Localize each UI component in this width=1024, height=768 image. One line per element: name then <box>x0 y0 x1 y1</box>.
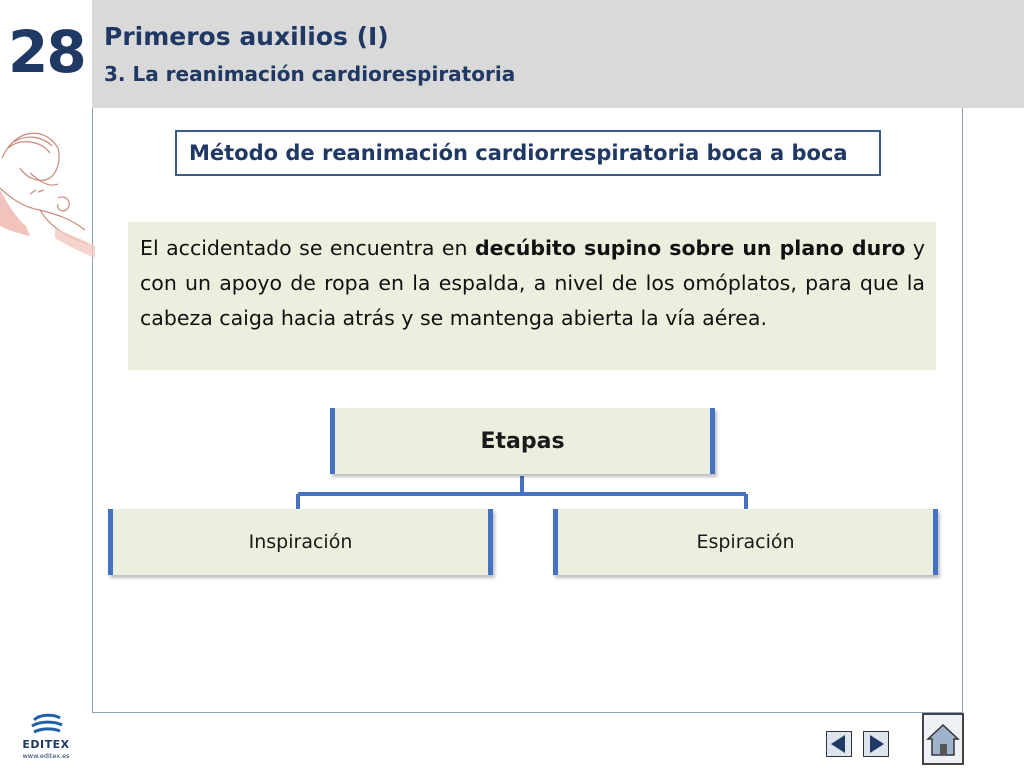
page-subtitle: 3. La reanimación cardiorespiratoria <box>104 62 516 86</box>
home-icon <box>924 715 962 763</box>
description-text-2: y con un apoyo de ropa en la espalda, a nivel de los omóplatos, para que la cabeza caiga hacia atrás y se mantenga abierta la vía aérea. <box>140 236 926 330</box>
description-bold: decúbito supino sobre un plano duro <box>475 236 906 260</box>
description-paragraph <box>140 231 925 336</box>
next-button[interactable] <box>863 731 889 757</box>
description-box <box>128 222 936 370</box>
chapter-number: 28 <box>8 18 85 86</box>
description-text-1: El accidentado se encuentra en <box>140 236 475 260</box>
previous-button[interactable] <box>826 731 852 757</box>
method-title: Método de reanimación cardiorrespiratoria boca a boca <box>189 141 848 165</box>
header-band <box>92 0 1024 108</box>
diagram-child-espiracion: Espiración <box>553 509 938 575</box>
method-title-box <box>175 130 881 176</box>
diagram-root-node: Etapas <box>330 408 715 474</box>
rescuer-illustration <box>0 118 95 268</box>
editex-logo <box>16 712 76 762</box>
logo-url: www.editex.es <box>22 752 70 760</box>
home-button[interactable] <box>922 713 964 765</box>
diagram-child-inspiracion: Inspiración <box>108 509 493 575</box>
next-arrow-icon <box>864 732 888 756</box>
editex-logo-icon <box>16 712 76 740</box>
page-title: Primeros auxilios (I) <box>104 22 389 51</box>
previous-arrow-icon <box>827 732 851 756</box>
logo-text: EDITEX <box>22 738 70 751</box>
